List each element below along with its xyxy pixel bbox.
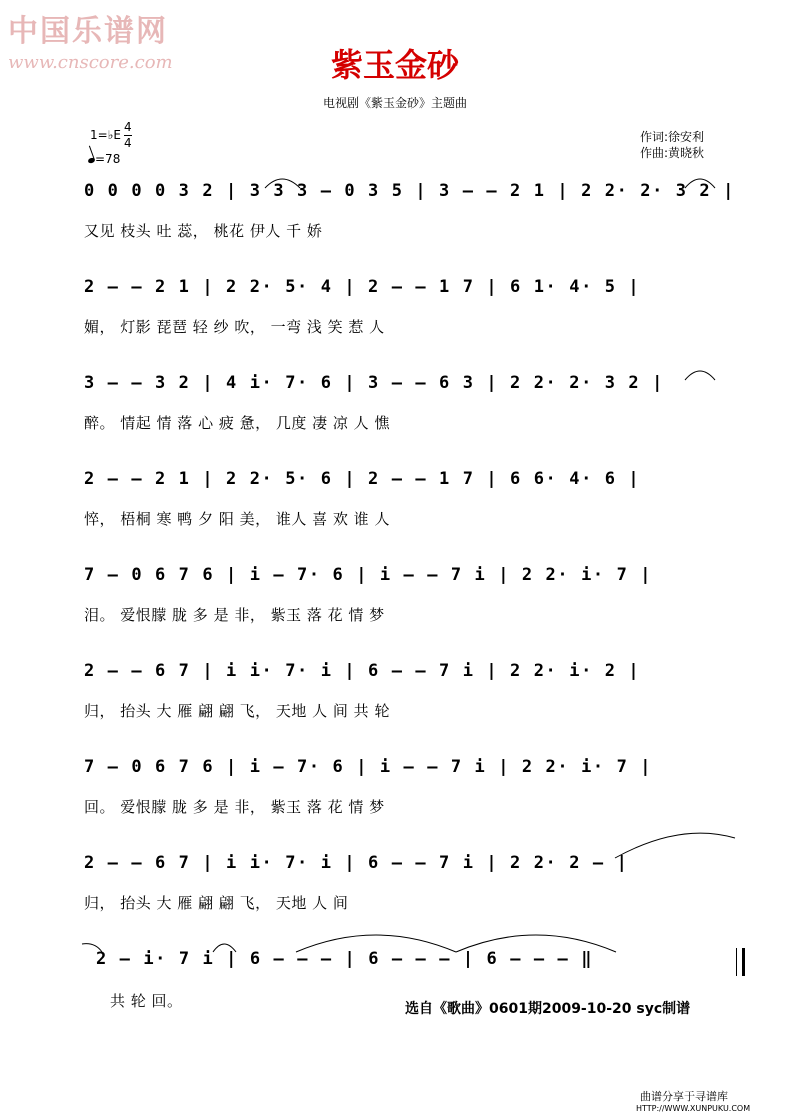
score-line-7-lyrics: 回。 爱恨朦 胧 多 是 非， 紫玉 落 花 情 梦 <box>84 798 385 816</box>
slur-2 <box>685 179 715 188</box>
score-line-3-lyrics: 醉。 情起 情 落 心 疲 惫， 几度 凄 凉 人 憔 <box>84 414 390 432</box>
song-subtitle: 电视剧《紫玉金砂》主题曲 <box>322 96 467 110</box>
meter-bottom: 4 <box>124 136 132 150</box>
tempo-value: =78 <box>95 152 121 166</box>
score-line-6-lyrics: 归， 抬头 大 雁 翩 翩 飞， 天地 人 间 共 轮 <box>84 702 390 720</box>
score-line-2-notes: 2 — — 2 1 | 2 2· 5· 4 | 2 — — 1 7 | 6 1· 4· 5 | <box>84 277 641 297</box>
final-barline <box>736 948 745 976</box>
score-line-3-notes: 3 — — 3 2 | 4 i· 7· 6 | 3 — — 6 3 | 2 2· 2· 3 2 | <box>84 373 664 393</box>
score-line-9-lyrics: 共 轮 回。 <box>110 992 183 1010</box>
source-note: 选自《歌曲》0601期2009-10-20 syc制谱 <box>405 1001 691 1017</box>
song-title: 紫玉金砂 <box>330 46 459 84</box>
score-line-1-lyrics: 又见 枝头 吐 蕊， 桃花 伊人 千 娇 <box>84 222 323 240</box>
score-line-6-notes: 2 — — 6 7 | i i· 7· i | 6 — — 7 i | 2 2· i· 2 | <box>84 661 641 681</box>
score-line-4-notes: 2 — — 2 1 | 2 2· 5· 6 | 2 — — 1 7 | 6 6· 4· 6 | <box>84 469 641 489</box>
slur-1 <box>265 179 300 188</box>
lyricist-credit: 作词:徐安利 <box>640 130 705 144</box>
score-line-7-notes: 7 — 0 6 7 6 | i — 7· 6 | i — — 7 i | 2 2· i· 7 | <box>84 757 653 777</box>
slur-3 <box>685 371 715 380</box>
score-line-8-lyrics: 归， 抬头 大 雁 翩 翩 飞， 天地 人 间 <box>84 894 349 912</box>
score-line-5-notes: 7 — 0 6 7 6 | i — 7· 6 | i — — 7 i | 2 2· i· 7 | <box>84 565 653 585</box>
score-line-1-notes: 0 0 0 0 3 2 | 3 3 3 — 0 3 5 | 3 — — 2 1 | 2 2· 2· 3 2 | <box>84 181 735 201</box>
score-line-5-lyrics: 泪。 爱恨朦 胧 多 是 非， 紫玉 落 花 情 梦 <box>84 606 385 624</box>
watermark-url: www.cnscore.com <box>8 52 173 73</box>
score-line-4-lyrics: 悴， 梧桐 寒 鸭 夕 阳 美， 谁人 喜 欢 谁 人 <box>84 510 390 528</box>
meter-top: 4 <box>124 120 132 134</box>
footer-url: HTTP://WWW.XUNPUKU.COM <box>636 1104 751 1113</box>
footer-share-text: 曲谱分享于寻谱库 <box>640 1090 728 1103</box>
composer-credit: 作曲:黄晓秋 <box>640 146 705 160</box>
score-line-2-lyrics: 媚， 灯影 琵琶 轻 纱 吹， 一弯 浅 笑 惹 人 <box>84 318 385 336</box>
key-signature: 1=♭E <box>90 128 121 142</box>
watermark-logo: 中国乐谱网 <box>8 14 168 49</box>
score-line-9-notes: 2 — i· 7 i | 6 — — — | 6 — — — | 6 — — — ‖ <box>96 949 594 969</box>
slur-4 <box>615 833 735 858</box>
score-line-8-notes: 2 — — 6 7 | i i· 7· i | 6 — — 7 i | 2 2· 2 — | <box>84 853 629 873</box>
